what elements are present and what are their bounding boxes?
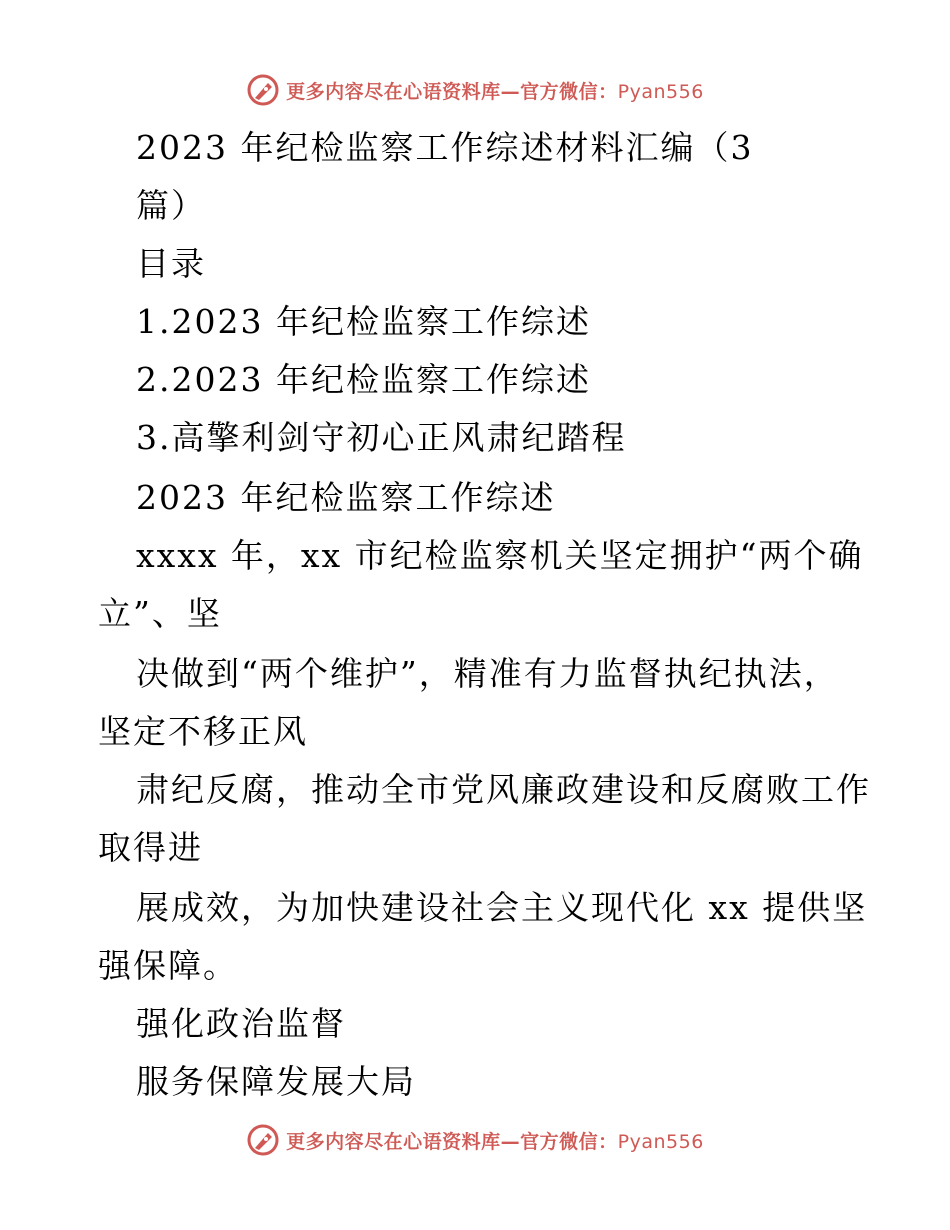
watermark-wechat-id: Pyan556 [617, 80, 704, 103]
paragraph-line: 坚定不移正风 [98, 712, 308, 751]
watermark-text: 更多内容尽在心语资料库—官方微信： [286, 80, 618, 103]
subheading: 强化政治监督 [136, 1004, 346, 1043]
toc-item-2: 2.2023 年纪检监察工作综述 [136, 360, 591, 399]
footer-watermark [0, 1120, 950, 1160]
subheading: 服务保障发展大局 [136, 1062, 416, 1101]
document-title: 2023 年纪检监察工作综述材料汇编（3 [136, 128, 754, 167]
paragraph-line: 立”、坚 [98, 594, 222, 633]
watermark-text: 更多内容尽在心语资料库—官方微信： [286, 1130, 618, 1153]
toc-item-3: 3.高擎利剑守初心正风肃纪踏程 [136, 418, 627, 457]
paragraph-line: 展成效，为加快建设社会主义现代化 xx 提供坚 [136, 888, 868, 927]
pen-nib-logo-icon [246, 1123, 280, 1157]
toc-heading: 目录 [136, 244, 206, 283]
section-title: 2023 年纪检监察工作综述 [136, 478, 556, 517]
paragraph-line: 取得进 [98, 828, 203, 867]
watermark-wechat-id: Pyan556 [617, 1130, 704, 1153]
paragraph-line: xxxx 年，xx 市纪检监察机关坚定拥护“两个确 [136, 536, 864, 575]
paragraph-line: 决做到“两个维护”，精准有力监督执纪执法， [136, 654, 839, 693]
paragraph-line: 强保障。 [98, 946, 238, 985]
paragraph-line: 肃纪反腐，推动全市党风廉政建设和反腐败工作 [136, 770, 871, 809]
document-title-continued: 篇） [136, 186, 206, 225]
toc-item-1: 1.2023 年纪检监察工作综述 [136, 302, 591, 341]
